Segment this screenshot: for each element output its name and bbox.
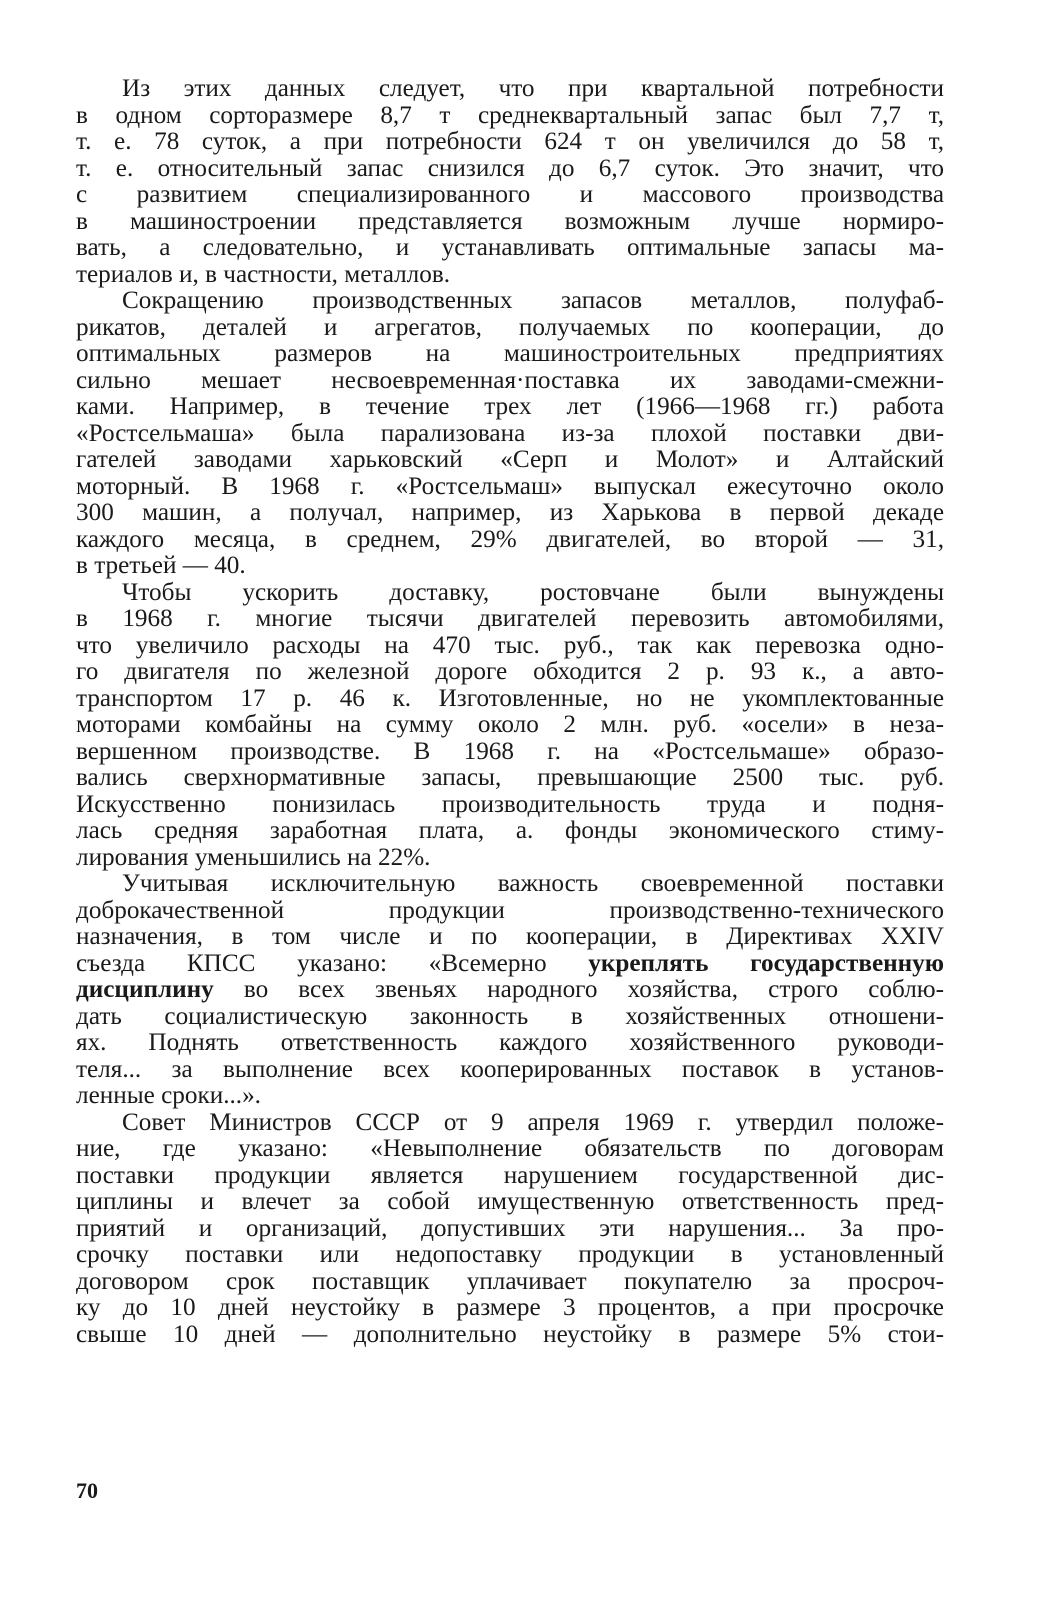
text-line: каждого месяца, в среднем, 29% двигателей, во второй — 31,	[76, 525, 944, 553]
paragraph	[76, 288, 944, 580]
text-line: приятий и организаций, допустивших эти нарушения... За про-	[76, 1214, 944, 1242]
text-line: оптимальных размеров на машиностроительных предприятиях	[76, 340, 944, 367]
paragraph	[76, 1110, 944, 1349]
text-line: теля... за выполнение всех кооперированных поставок в установ-	[76, 1055, 944, 1083]
text-line: дать социалистическую законность в хозяйственных отношени-	[76, 1002, 944, 1030]
text-line: сильно мешает несвоевременная·поставка их заводами-смежни-	[76, 366, 944, 394]
text-line: «Ростсельмаша» была парализована из-за плохой поставки дви-	[76, 419, 944, 447]
text-line: с развитием специализированного и массового производства	[76, 181, 944, 208]
text-line: что увеличило расходы на 470 тыс. руб., так как перевозка одно-	[76, 631, 944, 659]
document-page	[76, 76, 944, 1348]
text-line: ленные сроки...».	[76, 1082, 261, 1109]
text-line: лирования уменьшились на 22%.	[76, 843, 431, 871]
page-number: 70	[76, 1478, 98, 1503]
text-line: срочку поставки или недопоставку продукции в установленный	[76, 1241, 944, 1268]
paragraph	[76, 580, 944, 872]
text-line: циплины и влечет за собой имущественную ответственность пред-	[76, 1188, 944, 1215]
text-line: свыше 10 дней — дополнительно неустойку в размере 5% стои-	[76, 1320, 944, 1348]
text-line: Чтобы ускорить доставку, ростовчане были вынуждены	[122, 578, 944, 606]
text-line: съезда КПСС указано: «Всемерно укреплять государственную	[76, 949, 944, 977]
text-line: вершенном производстве. В 1968 г. на «Ростсельмаше» образо-	[76, 737, 944, 765]
text-line: вались сверхнормативные запасы, превышающие 2500 тыс. руб.	[76, 764, 944, 791]
text-line: в машиностроении представляется возможным лучше нормиро-	[76, 207, 944, 235]
text-line: назначения, в том числе и по кооперации, в Директивах XXIV	[76, 923, 944, 950]
text-line: ку до 10 дней неустойку в размере 3 процентов, а при просрочке	[76, 1294, 944, 1321]
text-line: териалов и, в частности, металлов.	[76, 260, 451, 288]
text-line: лась средняя заработная плата, а. фонды экономического стиму-	[76, 817, 944, 844]
paragraph	[76, 871, 944, 1110]
text-line: вать, а следовательно, и устанавливать оптимальные запасы ма-	[76, 234, 944, 261]
paragraph	[76, 76, 944, 288]
text-line: рикатов, деталей и агрегатов, получаемых по кооперации, до	[76, 313, 944, 341]
text-line: моторный. В 1968 г. «Ростсельмаш» выпускал ежесуточно около	[76, 472, 944, 500]
body-text	[76, 76, 944, 1348]
text-line: в 1968 г. многие тысячи двигателей перевозить автомобилями,	[76, 605, 944, 632]
text-line: доброкачественной продукции производственно-технического	[76, 896, 944, 924]
text-line: го двигателя по железной дороге обходится 2 р. 93 к., а авто-	[76, 658, 944, 685]
text-line: Учитывая исключительную важность своевременной поставки	[122, 870, 944, 897]
text-line: гателей заводами харьковский «Серп и Молот» и Алтайский	[76, 446, 944, 473]
text-line: ние, где указано: «Невыполнение обязательств по договорам	[76, 1135, 944, 1162]
text-line: т. е. относительный запас снизился до 6,7 суток. Это значит, что	[76, 154, 944, 182]
text-line: поставки продукции является нарушением государственной дис-	[76, 1161, 944, 1189]
text-line: ками. Например, в течение трех лет (1966—1968 гг.) работа	[76, 393, 944, 420]
text-line: моторами комбайны на сумму около 2 млн. руб. «осели» в неза-	[76, 711, 944, 738]
text-line: Из этих данных следует, что при квартальной потребности	[122, 75, 944, 102]
text-line: договором срок поставщик уплачивает покупателю за просроч-	[76, 1267, 944, 1295]
text-line: т. е. 78 суток, а при потребности 624 т он увеличился до 58 т,	[76, 128, 944, 155]
text-line: Искусственно понизилась производительность труда и подня-	[76, 790, 944, 818]
text-line: в третьей — 40.	[76, 552, 246, 579]
text-line: транспортом 17 р. 46 к. Изготовленные, но не укомплектованные	[76, 684, 944, 712]
text-line: 300 машин, а получал, например, из Харькова в первой декаде	[76, 499, 944, 526]
text-line: в одном сорторазмере 8,7 т среднеквартальный запас был 7,7 т,	[76, 101, 944, 129]
text-line: Совет Министров СССР от 9 апреля 1969 г. утвердил положе-	[122, 1108, 944, 1136]
text-line: ях. Поднять ответственность каждого хозяйственного руководи-	[76, 1029, 944, 1056]
text-line: Сокращению производственных запасов металлов, полуфаб-	[122, 287, 944, 314]
text-line: дисциплину во всех звеньях народного хозяйства, строго соблю-	[76, 976, 944, 1003]
